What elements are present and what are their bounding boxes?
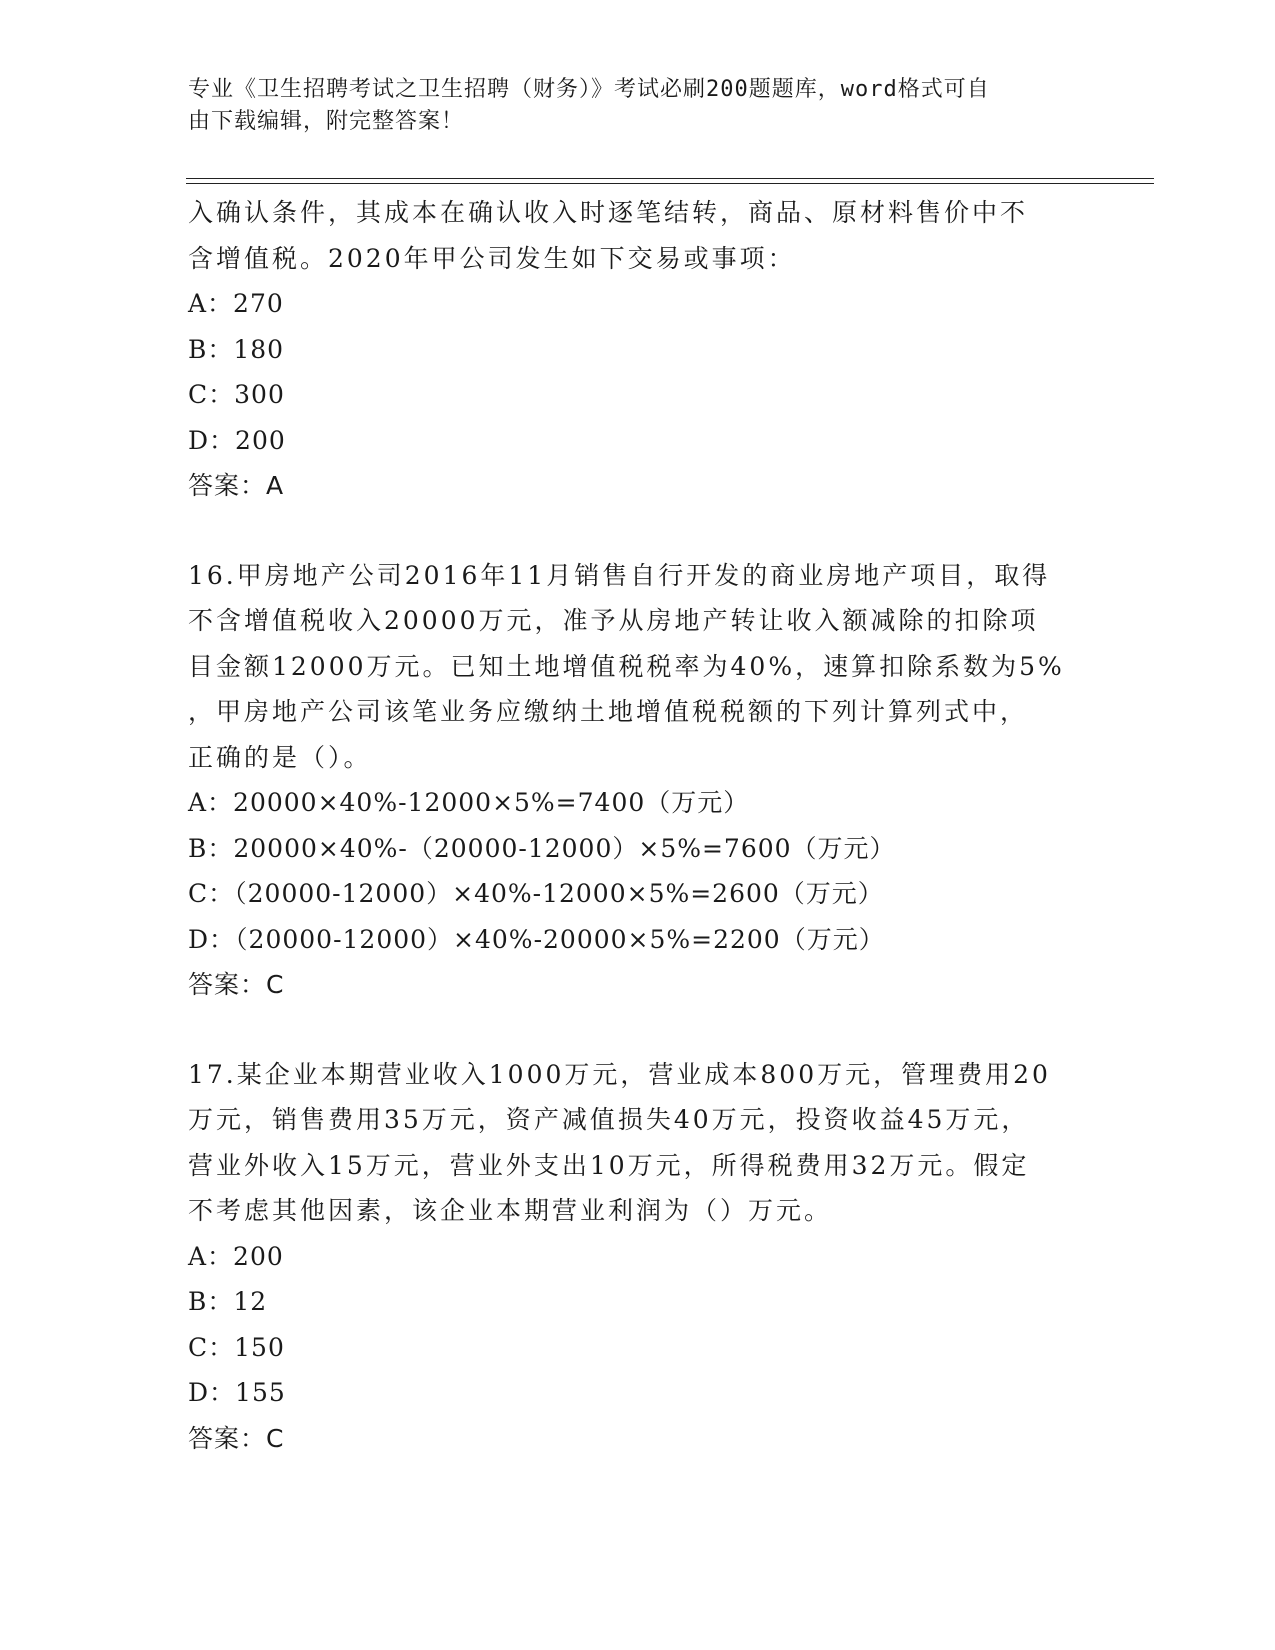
header-divider-top xyxy=(186,178,1154,179)
question-16-stem-line: ，甲房地产公司该笔业务应缴纳土地增值税税额的下列计算列式中， xyxy=(188,697,1029,726)
question-17 xyxy=(188,1052,1088,1462)
header-line-1: 专业《卫生招聘考试之卫生招聘（财务）》考试必刷200题题库，word格式可自 xyxy=(188,77,990,102)
spacer xyxy=(188,1008,1088,1052)
question-15-option-d: D：200 xyxy=(188,425,286,455)
question-15-stem-line: 含增值税。2020年甲公司发生如下交易或事项： xyxy=(188,243,796,273)
question-16-stem-line: 16.甲房地产公司2016年11月销售自行开发的商业房地产项目，取得 xyxy=(188,560,1051,590)
question-17-option-d: D：155 xyxy=(188,1378,286,1407)
question-17-option-c: C：150 xyxy=(188,1332,285,1362)
question-16-stem-line: 正确的是（）。 xyxy=(188,742,372,772)
question-17-stem-line: 万元，销售费用35万元，资产减值损失40万元，投资收益45万元， xyxy=(188,1105,1030,1134)
question-16-stem-line: 目金额12000万元。已知土地增值税税率为40%，速算扣除系数为5% xyxy=(188,651,1065,681)
question-17-option-a: A：200 xyxy=(188,1241,284,1271)
question-15-answer: 答案：A xyxy=(188,471,285,500)
question-16-option-a: A：20000×40%-12000×5%=7400（万元） xyxy=(188,788,750,817)
question-16-stem-line: 不含增值税收入20000万元，准予从房地产转让收入额减除的扣除项 xyxy=(188,606,1039,635)
header-line-2: 由下载编辑，附完整答案！ xyxy=(188,109,465,134)
question-15 xyxy=(188,190,1088,509)
question-17-stem-line: 不考虑其他因素，该企业本期营业利润为（）万元。 xyxy=(188,1196,833,1225)
question-16 xyxy=(188,553,1088,1008)
question-17-answer: 答案：C xyxy=(188,1423,285,1453)
question-15-option-b: B：180 xyxy=(188,334,285,364)
spacer xyxy=(188,509,1088,553)
document-header xyxy=(188,74,1068,138)
question-16-answer: 答案：C xyxy=(188,970,285,999)
question-15-option-a: A：270 xyxy=(188,289,284,318)
question-17-stem-line: 营业外收入15万元，营业外支出10万元，所得税费用32万元。假定 xyxy=(188,1150,1030,1180)
question-16-option-c: C：（20000-12000）×40%-12000×5%=2600（万元） xyxy=(188,879,884,908)
question-16-option-b: B：20000×40%-（20000-12000）×5%=7600（万元） xyxy=(188,833,896,863)
document-body xyxy=(188,190,1088,1461)
question-15-option-c: C：300 xyxy=(188,380,285,409)
question-16-option-d: D：（20000-12000）×40%-20000×5%=2200（万元） xyxy=(188,924,885,954)
question-17-stem-line: 17.某企业本期营业收入1000万元，营业成本800万元，管理费用20 xyxy=(188,1059,1051,1089)
question-17-option-b: B：12 xyxy=(188,1287,268,1316)
header-divider-bottom xyxy=(186,183,1154,184)
question-15-stem-line: 入确认条件，其成本在确认收入时逐笔结转，商品、原材料售价中不 xyxy=(188,198,1029,227)
